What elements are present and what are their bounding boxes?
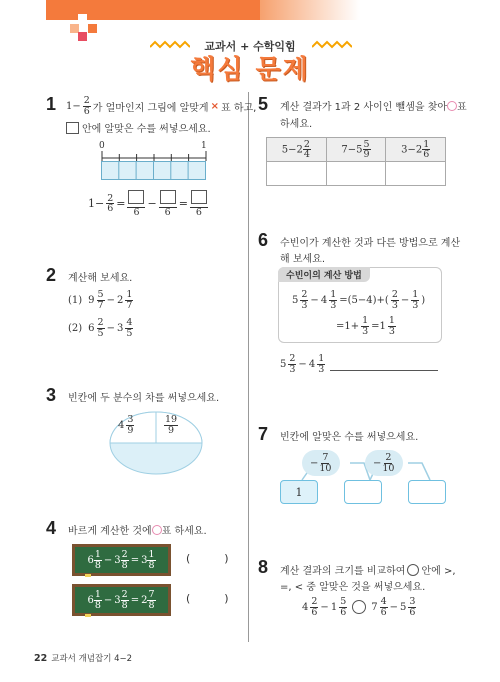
q5-answer-cell-1[interactable] (267, 162, 327, 186)
chalkboard-1: 6 $\frac{1}{8}$ − 3 $\frac{2}{8}$ = 3 $\frac{1}{8}$ (72, 544, 171, 576)
circle-mark-icon (447, 101, 457, 111)
q7-instruction: 빈칸에 알맞은 수를 써넣으세요. (280, 432, 419, 443)
method-tag: 수빈이의 계산 방법 (278, 267, 370, 282)
q4-answer-paren-1[interactable]: ( ) (186, 552, 229, 565)
question-number-4: 4 (46, 518, 57, 538)
q8-line2: =, < 중 알맞은 것을 써넣으세요. (280, 582, 426, 593)
answer-box[interactable] (160, 190, 176, 204)
q1-equation: 1− $\frac{2}{6}$ = 6 − 6 = 6 (88, 190, 208, 217)
chalk-icon (85, 614, 91, 617)
question-number-3: 3 (46, 385, 57, 405)
operation-bubble-2: − $\frac{2}{10}$ (365, 450, 403, 476)
q8-line1: 계산 결과의 크기를 비교하여 안에 >, (280, 562, 456, 577)
chalkboard-2: 6 $\frac{1}{8}$ − 3 $\frac{2}{8}$ = 2 $\frac{7}{8}$ (72, 584, 171, 616)
q8-comparison: 4 $\frac{2}{6}$ − 1 $\frac{5}{6}$ 7 $\frac{4}{6}$ − 5 $\frac{3}{6}$ (302, 596, 416, 618)
section-title: 핵심 문제 (190, 55, 310, 85)
question-number-6: 6 (258, 230, 269, 250)
q2-item-1: (1) 9 $\frac{5}{7}$ − 2 $\frac{1}{7}$ (68, 289, 133, 311)
deco-square (78, 14, 87, 23)
answer-box-2[interactable] (408, 480, 446, 504)
answer-box[interactable] (191, 190, 207, 204)
compare-circle-input[interactable] (352, 600, 366, 614)
q6-line1: 수빈이가 계산한 것과 다른 방법으로 계산 (280, 238, 461, 249)
blank-box-icon (66, 122, 79, 134)
x-mark-icon: × (210, 100, 219, 112)
answer-box[interactable] (128, 190, 144, 204)
question-number-8: 8 (258, 557, 269, 577)
deco-square (88, 24, 97, 33)
q5-line1: 계산 결과가 1과 2 사이인 뺄셈을 찾아 표 (280, 102, 467, 113)
q1-line2: 안에 알맞은 수를 써넣으세요. (66, 120, 211, 135)
method-row-2: =1+ $\frac{1}{3}$ =1 $\frac{1}{3}$ (336, 315, 395, 337)
q5-answer-cell-3[interactable] (386, 162, 446, 186)
q6-answer-line[interactable] (330, 370, 438, 371)
circle-mark-icon (152, 525, 162, 535)
q4-answer-paren-2[interactable]: ( ) (186, 592, 229, 605)
q5-cell-3: 3−2 $\frac{1}{6}$ (386, 138, 446, 162)
header-band-fade (260, 0, 360, 20)
chalk-icon (85, 574, 91, 577)
footer-text: 교과서 개념잡기 4−2 (51, 654, 133, 664)
q5-answer-cell-2[interactable] (326, 162, 386, 186)
q5-cell-1: 5−2 $\frac{2}{4}$ (267, 138, 327, 162)
answer-box-1[interactable] (344, 480, 382, 504)
question-number-2: 2 (46, 265, 57, 285)
q3-instruction: 빈칸에 두 분수의 차를 써넣으세요. (68, 393, 220, 404)
q4-instruction: 바르게 계산한 것에 표 하세요. (68, 526, 207, 537)
operation-bubble-1: − $\frac{7}{10}$ (302, 450, 340, 476)
q5-cell-2: 7−5 $\frac{5}{9}$ (326, 138, 386, 162)
page-footer (34, 652, 132, 664)
question-number-7: 7 (258, 424, 269, 444)
method-row-1: 5 $\frac{2}{3}$ − 4 $\frac{1}{3}$ =(5−4)+( $\frac{2}{3}$ − $\frac{1}{3}$ ) (292, 289, 426, 311)
column-divider (248, 92, 249, 642)
q6-problem: 5 $\frac{2}{3}$ − 4 $\frac{1}{3}$ (280, 353, 325, 375)
numberline-label-1: 1 (201, 141, 207, 151)
q3-fraction-b: $\frac{19}{9}$ (165, 414, 178, 436)
q5-line2: 하세요. (280, 119, 313, 130)
q2-item-2: (2) 6 $\frac{2}{5}$ − 3 $\frac{4}{5}$ (68, 317, 133, 339)
numberline-label-0: 0 (99, 141, 105, 151)
q3-fraction-a: 4 $\frac{3}{9}$ (118, 414, 134, 436)
q3-answer-blank[interactable] (120, 448, 192, 468)
circle-blank-icon (407, 564, 419, 576)
q2-instruction: 계산해 보세요. (68, 273, 133, 284)
question-number-1: 1 (46, 94, 57, 114)
fraction-bar[interactable] (101, 161, 209, 181)
start-value-box: 1 (280, 480, 318, 504)
section-subtitle: 교과서 + 수학익힘 (204, 40, 296, 53)
q1-line1: 1− $\frac{2}{6}$ 가 얼마인지 그림에 알맞게 × 표 하고, (66, 95, 257, 117)
question-number-5: 5 (258, 94, 269, 114)
q5-table (266, 137, 446, 186)
q6-line2: 해 보세요. (280, 254, 325, 265)
page-number: 22 (34, 653, 48, 664)
